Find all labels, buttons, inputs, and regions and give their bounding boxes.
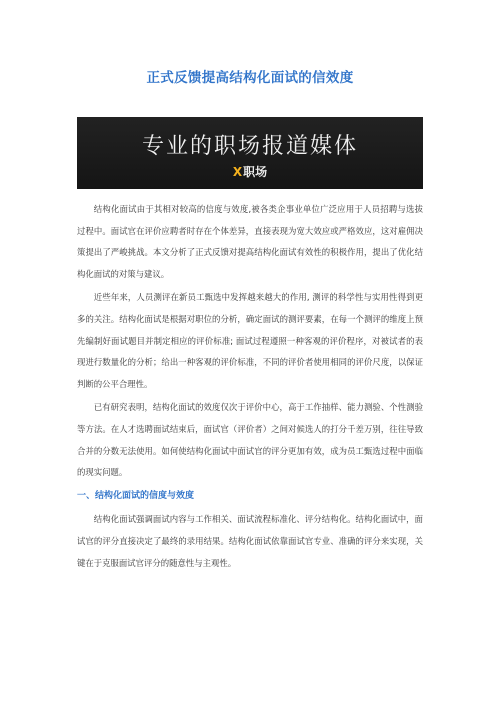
- paragraph-section-one: 结构化面试强调面试内容与工作相关、面试流程标准化、评分结构化。结构化面试中，面试官的评分直接决定了最终的录用结果。结构化面试依靠面试官专业、准确的评分来实现，关键在于克服面试官评分的随意性与主观性。: [77, 514, 423, 568]
- banner-headline: 专业的职场报道媒体: [141, 134, 358, 159]
- section-heading: 一、结构化面试的信度与效度: [77, 490, 195, 501]
- paragraph-background: 近些年来，人员测评在新员工甄选中发挥越来越大的作用, 测评的科学性与实用性得到更多的关注。结构化面试是根据对职位的分析，确定面试的测评要素，在每一个测评的维度上预先编制好面试题目并制定相应的评价标准; 面试过程遵照一种客观的评价程序，对被试者的表现进行数量化的分析；给出一种客观的评价标准，不同的评价者使用相同的评价尺度，以保证判断的公平合理性。: [77, 292, 423, 389]
- article-body: [77, 199, 423, 576]
- logo-text: 职场: [243, 165, 268, 179]
- paragraph-intro: 结构化面试由于其相对较高的信度与效度,被各类企事业单位广泛应用于人员招聘与选拔过程中。面试官在评价应聘者时存在个体差异，直接表现为宽大效应或严格效应，这对雇佣决策提出了严峻挑战。本文分析了正式反馈对提高结构化面试有效性的积极作用，提出了优化结构化面试的对策与建议。: [77, 204, 423, 279]
- paragraph-research: 已有研究表明，结构化面试的效度仅次于评价中心，高于工作抽样、能力测验、个性测验等方法。在人才选聘面试结束后，面试官（评价者）之间对候选人的打分千差万别，往往导致合并的分数无法使用。如何使结构化面试中面试官的评分更加有效，成为员工甄选过程中面临的现实问题。: [77, 402, 423, 478]
- logo-x-icon: X: [232, 165, 243, 179]
- banner-logo: [77, 163, 423, 180]
- banner-image: [77, 117, 423, 189]
- document-title: 正式反馈提高结构化面试的信效度: [146, 70, 354, 86]
